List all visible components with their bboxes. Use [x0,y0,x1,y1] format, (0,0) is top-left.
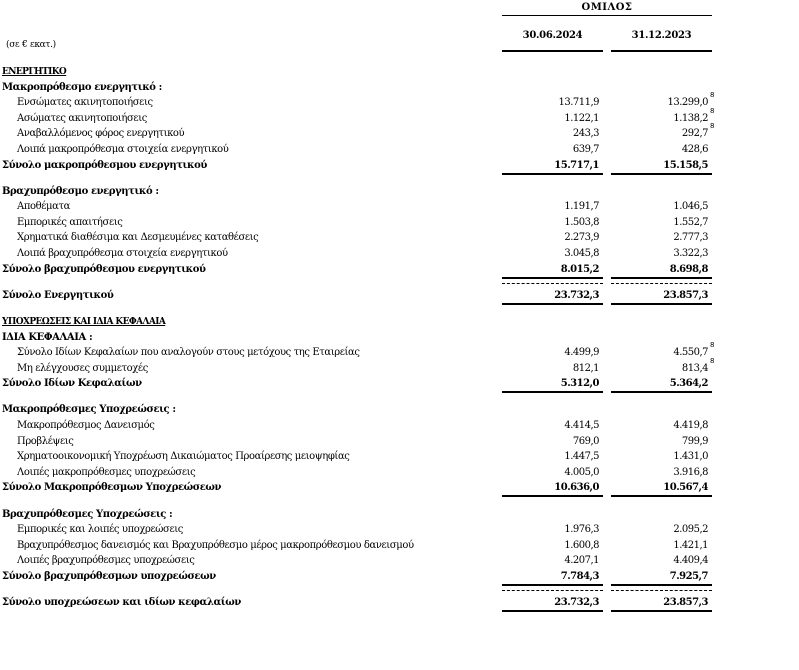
line-item-row [0,523,799,538]
value-prior: 1.421,1 [673,540,708,551]
row-label: ΕΝΕΡΓΗΤΙΚΟ [2,67,67,77]
row-label: Σύνολο Ενεργητικού [2,290,114,301]
value-prior: 3.916,8 [673,467,708,478]
total-rule [611,303,712,305]
value-current: 8.015,2 [560,264,599,275]
value-prior: 3.322,3 [673,248,708,259]
footnote-marker: 8 [710,91,715,99]
header-rule-current [502,50,603,52]
units-label: (σε € εκατ.) [6,40,56,50]
row-label: Μακροπρόθεσμο ενεργητικό : [2,82,162,93]
row-label: Χρηματοοικονομική Υποχρέωση Δικαιώματος Προαίρεσης μειοψηφίας [17,451,350,462]
row-label: Αναβαλλόμενος φόρος ενεργητικού [17,128,185,139]
total-rule [611,610,712,612]
value-prior: 4.409,4 [673,555,708,566]
group-header-rule [502,15,712,16]
value-current: 13.711,9 [558,97,599,108]
row-label: Σύνολο βραχυπρόθεσμων υποχρεώσεων [2,571,216,582]
line-item-row [0,357,799,377]
line-item-row [0,466,799,481]
row-label: Σύνολο βραχυπρόθεσμου ενεργητικού [2,264,206,275]
value-prior: 1.138,2 [673,113,708,124]
row-label: Μη ελέγχουσες συμμετοχές [17,363,148,374]
row-label: Χρηματικά διαθέσιμα και Δεσμευμένες καταθέσεις [17,232,259,243]
footnote-marker: 8 [710,107,715,115]
subtotal-row [0,263,799,278]
footnote-marker: 8 [710,341,715,349]
value-current: 3.045,8 [564,248,599,259]
row-label: Σύνολο Ιδίων Κεφαλαίων [2,378,142,389]
line-item-row [0,107,799,127]
line-item-row [0,450,799,465]
total-dashed-rule [502,590,603,591]
line-item-row [0,247,799,262]
group-column-header: ΟΜΙΛΟΣ [581,2,633,13]
value-current: 2.273,9 [564,232,599,243]
line-item-row [0,435,799,450]
subtotal-rule [502,173,603,175]
row-label: Σύνολο Μακροπρόθεσμων Υποχρεώσεων [2,482,222,493]
value-current: 1.447,5 [564,451,599,462]
value-current: 4.414,5 [564,420,599,431]
subtotal-rule [502,391,603,393]
value-prior: 23.857,3 [663,290,708,301]
total-row [0,289,799,304]
subtotal-rule [611,391,712,393]
footnote-marker: 8 [710,122,715,130]
column-header-prior: 31.12.2023 [631,30,692,41]
value-prior: 23.857,3 [663,597,708,608]
header-rule-prior [611,50,712,52]
line-item-row [0,341,799,361]
value-prior: 1.046,5 [673,201,708,212]
row-label: ΥΠΟΧΡΕΩΣΕΙΣ ΚΑΙ ΙΔΙΑ ΚΕΦΑΛΑΙΑ [2,317,166,327]
subtotal-row [0,159,799,174]
value-current: 1.503,8 [564,217,599,228]
row-label: Βραχυπρόθεσμος δανεισμός και Βραχυπρόθεσμο μέρος μακροπρόθεσμου δανεισμού [17,540,414,551]
row-label: Σύνολο Ιδίων Κεφαλαίων που αναλογούν στους μετόχους της Εταιρείας [17,347,360,358]
value-current: 639,7 [572,144,599,155]
row-label: Αποθέματα [17,201,70,212]
row-label: Βραχυπρόθεσμο ενεργητικό : [2,186,159,197]
group-heading [0,185,799,200]
value-current: 23.732,3 [554,290,599,301]
row-label: Μακροπρόθεσμες Υποχρεώσεις : [2,404,176,415]
value-current: 1.600,8 [564,540,599,551]
line-item-row [0,91,799,111]
subtotal-row [0,377,799,392]
value-prior: 15.158,5 [663,160,708,171]
value-prior: 13.299,0 [667,97,708,108]
subtotal-rule [611,584,712,586]
value-prior: 8.698,8 [669,264,708,275]
line-item-row [0,231,799,246]
group-heading [0,81,799,96]
section-heading [0,315,799,330]
row-label: Ασώματες ακινητοποιήσεις [17,113,147,124]
row-label: Εμπορικές απαιτήσεις [17,217,123,228]
row-label: Σύνολο υποχρεώσεων και ιδίων κεφαλαίων [2,597,241,608]
column-header-current: 30.06.2024 [522,30,583,41]
total-rule [502,303,603,305]
row-label: ΙΔΙΑ ΚΕΦΑΛΑΙΑ : [2,332,93,343]
value-current: 4.499,9 [564,347,599,358]
value-prior: 799,9 [681,436,708,447]
total-dashed-rule [611,590,712,591]
group-heading [0,403,799,418]
value-prior: 813,4 [681,363,708,374]
value-prior: 292,7 [681,128,708,139]
subtotal-row [0,570,799,585]
value-prior: 428,6 [681,144,708,155]
value-current: 10.636,0 [554,482,599,493]
value-prior: 1.552,7 [673,217,708,228]
row-label: Βραχυπρόθεσμες Υποχρεώσεις : [2,509,173,520]
value-prior: 2.095,2 [673,524,708,535]
value-current: 243,3 [572,128,599,139]
total-dashed-rule [611,283,712,284]
value-current: 812,1 [572,363,599,374]
value-current: 5.312,0 [560,378,599,389]
value-prior: 4.419,8 [673,420,708,431]
line-item-row [0,143,799,158]
subtotal-rule [502,495,603,497]
line-item-row [0,419,799,434]
value-current: 7.784,3 [560,571,599,582]
value-current: 1.191,7 [564,201,599,212]
value-prior: 4.550,7 [673,347,708,358]
total-rule [502,610,603,612]
total-dashed-rule [502,283,603,284]
line-item-row [0,539,799,554]
value-current: 1.976,3 [564,524,599,535]
row-label: Λοιπά βραχυπρόθεσμα στοιχεία ενεργητικού [17,248,228,259]
row-label: Λοιπά μακροπρόθεσμα στοιχεία ενεργητικού [17,144,229,155]
value-current: 769,0 [572,436,599,447]
value-current: 23.732,3 [554,597,599,608]
value-current: 1.122,1 [564,113,599,124]
group-heading [0,331,799,346]
row-label: Προβλέψεις [17,436,74,447]
line-item-row [0,554,799,569]
row-label: Ενσώματες ακινητοποιήσεις [17,97,153,108]
row-label: Λοιπές μακροπρόθεσμες υποχρεώσεις [17,467,196,478]
subtotal-rule [611,495,712,497]
row-label: Σύνολο μακροπρόθεσμου ενεργητικού [2,160,207,171]
value-current: 4.207,1 [564,555,599,566]
value-prior: 7.925,7 [669,571,708,582]
subtotal-rule [611,173,712,175]
value-current: 4.005,0 [564,467,599,478]
subtotal-rule [611,277,712,279]
value-current: 15.717,1 [554,160,599,171]
total-row [0,596,799,611]
row-label: Μακροπρόθεσμος Δανεισμός [17,420,155,431]
value-prior: 10.567,4 [663,482,708,493]
footnote-marker: 8 [710,357,715,365]
group-heading [0,508,799,523]
subtotal-rule [502,584,603,586]
section-heading [0,65,799,80]
value-prior: 5.364,2 [669,378,708,389]
line-item-row [0,200,799,215]
value-prior: 2.777,3 [673,232,708,243]
row-label: Εμπορικές και λοιπές υποχρεώσεις [17,524,183,535]
line-item-row [0,216,799,231]
row-label: Λοιπές βραχυπρόθεσμες υποχρεώσεις [17,555,195,566]
line-item-row [0,122,799,142]
subtotal-row [0,481,799,496]
value-prior: 1.431,0 [673,451,708,462]
subtotal-rule [502,277,603,279]
